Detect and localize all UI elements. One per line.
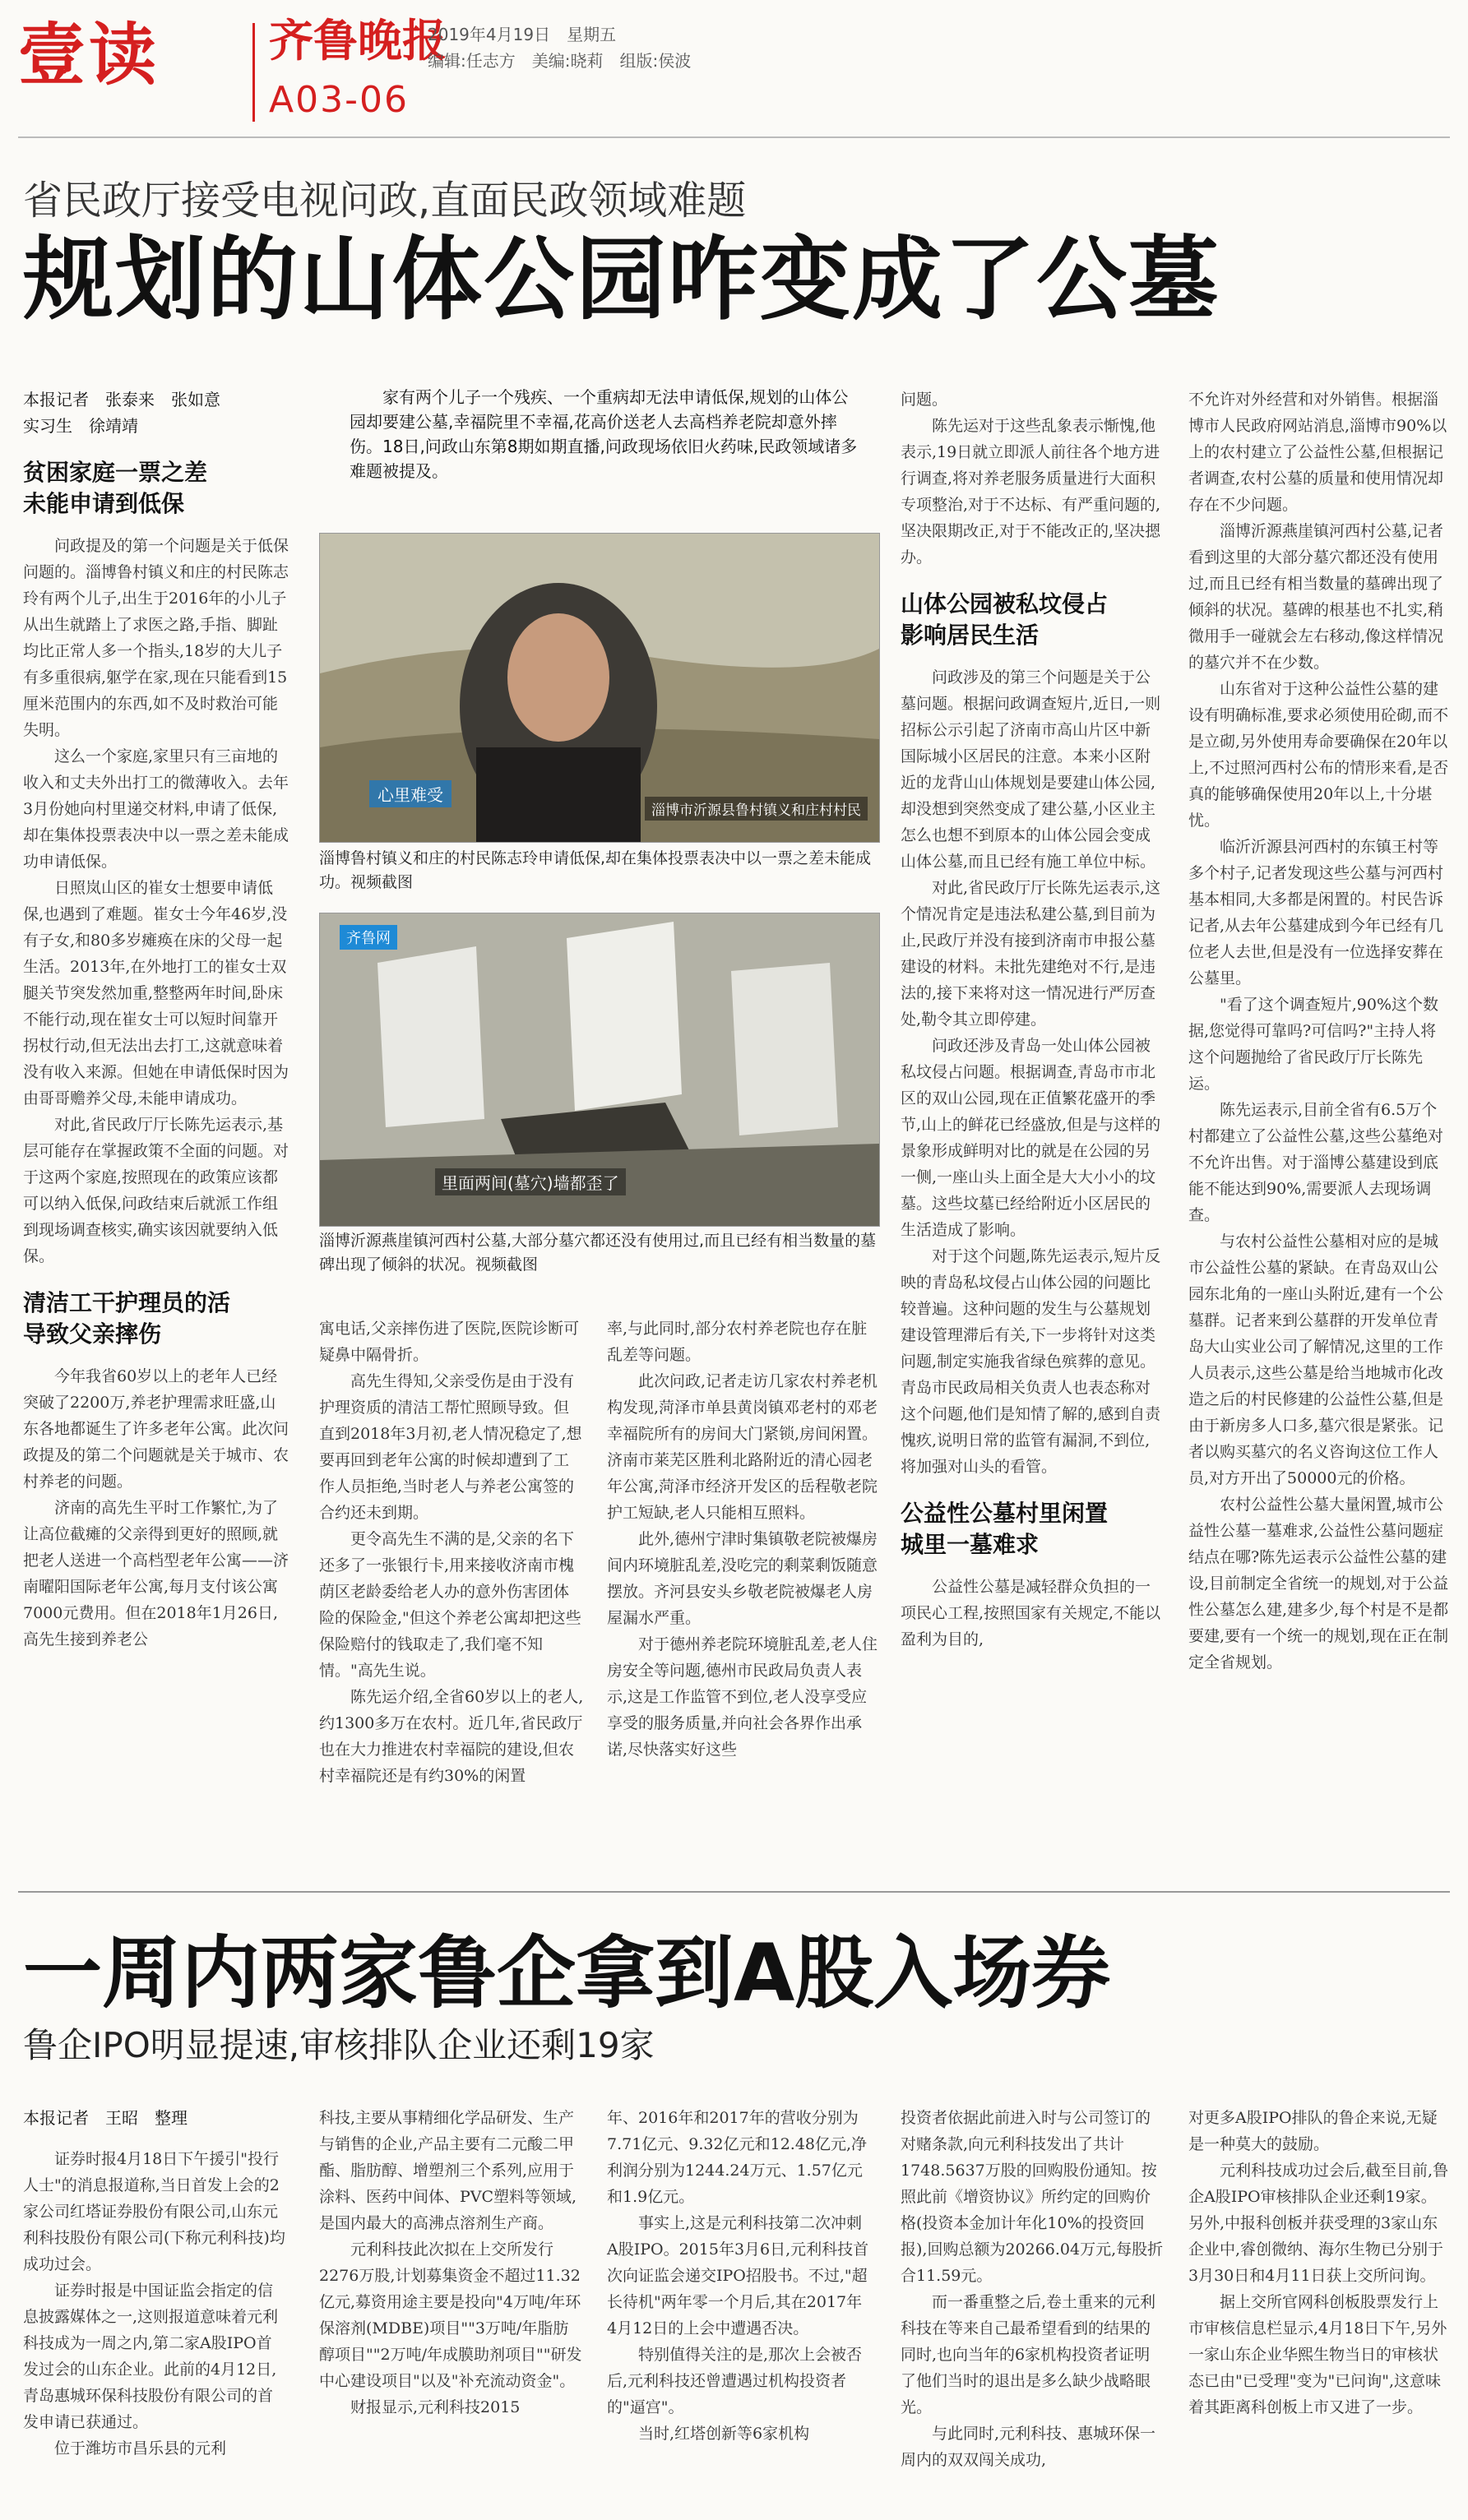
subhead-low-income: 贫困家庭一票之差 未能申请到低保 bbox=[23, 459, 208, 517]
paragraph: 而一番重整之后,卷土重来的元利科技在等来自己最希望看到的结果的同时,也向当年的6家机构投资者证明了他们当时的退出是多么缺少战略眼光。 bbox=[901, 2293, 1156, 2416]
paragraph: 问政还涉及青岛一处山体公园被私坟侵占问题。根据调查,青岛市市北区的双山公园,现在正值繁花盛开的季节,山上的鲜花已经盛放,但是与这样的景象形成鲜明对比的就是在公园的另一侧,一座山头上面全是大大小小的坟墓。这些坟墓已经给附近小区居民的生活造成了影响。 bbox=[901, 1037, 1161, 1239]
paragraph: 元利科技成功过会后,截至目前,鲁企A股IPO审核排队企业还剩19家。另外,中报科创板并获受理的3家山东企业中,睿创微纳、海尔生物已分别于3月30日和4月11日获上交所问询。 bbox=[1188, 2162, 1449, 2285]
paragraph: 临沂沂源县河西村的东镇王村等多个村子,记者发现这些公墓与河西村基本相同,大多都是闲置的。村民告诉记者,从去年公墓建成到今年已经有几位老人去世,但是没有一位选择安葬在公墓里。 bbox=[1188, 838, 1444, 987]
photo-villager-interview bbox=[319, 533, 880, 843]
paragraph: 此外,德州宁津时集镇敬老院被爆房间内环境脏乱差,没吃完的剩菜剩饭随意摆放。齐河县安头乡敬老院被爆老人房屋漏水严重。 bbox=[607, 1530, 878, 1627]
paragraph: 对于德州养老院环境脏乱差,老人住房安全等问题,德州市民政局负责人表示,这是工作监管不到位,老人没享受应享受的服务质量,并向社会各界作出承诺,尽快落实好这些 bbox=[607, 1635, 878, 1759]
paragraph: 问题。 bbox=[901, 391, 948, 409]
paragraph: 高先生得知,父亲受伤是由于没有护理资质的清洁工帮忙照顾导致。但直到2018年3月初,老人情况稳定了,想要再回到老年公寓的时候却遭到了工作人员拒绝,当时老人与养老公寓签的合约还未到期。 bbox=[319, 1372, 582, 1522]
story1-kicker: 省民政厅接受电视问政,直面民政领域难题 bbox=[23, 178, 747, 224]
paragraph: 这么一个家庭,家里只有三亩地的收入和丈夫外出打工的微薄收入。去年3月份她向村里递交材料,申请了低保,却在集体投票表决中以一票之差未能成功申请低保。 bbox=[23, 747, 289, 871]
story1-column-4 bbox=[901, 386, 1164, 1653]
paragraph: 年、2016年和2017年的营收分别为7.71亿元、9.32亿元和12.48亿元,净利润分别为1244.24万元、1.57亿元和1.9亿元。 bbox=[607, 2109, 868, 2206]
story2-byline: 本报记者 王昭 整理 bbox=[23, 2108, 188, 2128]
paragraph: 济南的高先生平时工作繁忙,为了让高位截瘫的父亲得到更好的照顾,就把老人送进一个高档型老年公寓——济南曜阳国际老年公寓,每月支付该公寓7000元费用。但在2018年1月26日,高先生接到养老公 bbox=[23, 1499, 289, 1648]
masthead-rule bbox=[18, 136, 1450, 138]
story2-column-5 bbox=[1188, 2105, 1450, 2421]
story1-headline: 规划的山体公园咋变成了公墓 bbox=[23, 227, 1220, 332]
story1-lead: 家有两个儿子一个残疾、一个重病却无法申请低保,规划的山体公园却要建公墓,幸福院里不幸福,花高价送老人去高档养老院却意外摔伤。18日,问政山东第8期如期直播,问政现场依旧火药味,民政领域诸多难题被提及。 bbox=[350, 387, 858, 481]
masthead bbox=[18, 14, 1450, 121]
story1-column-3 bbox=[607, 1315, 878, 1763]
paragraph: 科技,主要从事精细化学品研发、生产与销售的企业,产品主要有二元酸二甲酯、脂肪醇、增塑剂三个系列,应用于涂料、医药中间体、PVC塑料等领域,是国内最大的高沸点溶剂生产商。 bbox=[319, 2109, 577, 2232]
section-title: 壹读 bbox=[18, 16, 160, 95]
subhead-park-tombs: 山体公园被私坟侵占 影响居民生活 bbox=[901, 590, 1109, 649]
paragraph: 元利科技此次拟在上交所发行2276万股,计划募集资金不超过11.32亿元,募资用途主要是投向"4万吨/年环保溶剂(MDBE)项目""3万吨/年脂肪醇项目""2万吨/年成膜助剂项目""研发中心建设项目"以及"补充流动资金"。 bbox=[319, 2240, 582, 2390]
photo1-caption: 淄博鲁村镇义和庄的村民陈志玲申请低保,却在集体投票表决中以一票之差未能成功。视频截图 bbox=[319, 849, 872, 891]
paragraph: 日照岚山区的崔女士想要申请低保,也遇到了难题。崔女士今年46岁,没有子女,和80多岁瘫痪在床的父母一起生活。2013年,在外地打工的崔女士双腿关节突发然加重,整整两年时间,卧床不能行动,现在崔女士可以短时间靠开拐杖行动,但无法出去打工,这就意味着没有收入来源。但她在申请低保时因为由哥哥赡养父母,未能申请成功。 bbox=[23, 879, 289, 1107]
paragraph: 公益性公墓是减轻群众负担的一项民心工程,按照国家有关规定,不能以盈利为目的, bbox=[901, 1578, 1161, 1648]
paragraph: 证券时报4月18日下午援引"投行人士"的消息报道称,当日首发上会的2家公司红塔证券股份有限公司,山东元利科技股份有限公司(下称元利科技)均成功过会。 bbox=[23, 2150, 285, 2273]
paragraph: 问政提及的第一个问题是关于低保问题的。淄博鲁村镇义和庄的村民陈志玲有两个儿子,出生于2016年的小儿子从出生就踏上了求医之路,手指、脚趾均比正常人多一个指头,18岁的大儿子有多重很病,躯学在家,现在只能看到15厘米范围内的东西,如不及时救治可能失明。 bbox=[23, 537, 289, 739]
photo1-overlay-label: 淄博市沂源县鲁村镇义和庄村村民 bbox=[645, 797, 868, 821]
paragraph: 对此,省民政厅厅长陈先运表示,这个情况肯定是违法私建公墓,到目前为止,民政厅并没有接到济南市申报公墓建设的材料。未批先建绝对不行,是违法的,接下来将对这一情况进行严厉查处,勒令其立即停建。 bbox=[901, 879, 1161, 1029]
story2-column-4 bbox=[901, 2105, 1164, 2473]
subhead-cleaner-caregiver: 清洁工干护理员的活 导致父亲摔伤 bbox=[23, 1289, 231, 1348]
paragraph: 寓电话,父亲摔伤进了医院,医院诊断可疑鼻中隔骨折。 bbox=[319, 1320, 580, 1364]
paragraph: 陈先运表示,目前全省有6.5万个村都建立了公益性公墓,这些公墓绝对不允许出售。对于淄博公墓建设到底能不能达到90%,需要派人去现场调查。 bbox=[1188, 1101, 1444, 1224]
photo-tilted-tombstones bbox=[319, 913, 880, 1227]
paragraph: 不允许对外经营和对外销售。根据淄博市人民政府网站消息,淄博市90%以上的农村建立了公益性公墓,但根据记者调查,农村公墓的质量和使用情况却存在不少问题。 bbox=[1188, 391, 1447, 514]
paragraph: 特别值得关注的是,那次上会被否后,元利科技还曾遭遇过机构投资者的"逼宫"。 bbox=[607, 2346, 863, 2416]
paragraph: 更令高先生不满的是,父亲的名下还多了一张银行卡,用来接收济南市槐荫区老龄委给老人办的意外伤害团体险的保险金,"但这个养老公寓却把这些保险赔付的钱取走了,我们毫不知情。"高先生说。 bbox=[319, 1530, 581, 1680]
story2-headline: 一周内两家鲁企拿到A股入场券 bbox=[23, 1927, 1111, 2019]
paragraph: 对于这个问题,陈先运表示,短片反映的青岛私坟侵占山体公园的问题比较普遍。这种问题的发生与公墓规划建设管理滞后有关,下一步将针对这类问题,制定实施我省绿色殡葬的意见。青岛市民政局相关负责人也表态称对这个问题,他们是知情了解的,感到自责愧疚,说明日常的监管有漏洞,不到位,将加强对山头的看管。 bbox=[901, 1247, 1161, 1476]
paragraph: 陈先运介绍,全省60岁以上的老人,约1300多万在农村。近几年,省民政厅也在大力推进农村幸福院的建设,但农村幸福院还是有约30%的闲置 bbox=[319, 1688, 584, 1785]
photo2-caption: 淄博沂源燕崖镇河西村公墓,大部分墓穴都还没有使用过,而且已经有相当数量的墓碑出现了倾斜的状况。视频截图 bbox=[319, 1232, 877, 1274]
story1-byline: 本报记者 张泰来 张如意 实习生 徐靖靖 bbox=[23, 390, 220, 436]
paragraph: 陈先运对于这些乱象表示惭愧,他表示,19日就立即派人前往各个地方进行调查,将对养老服务质量进行大面积专项整治,对于不达标、有严重问题的,坚决限期改正,对于不能改正的,坚决摁办。 bbox=[901, 417, 1161, 566]
paragraph: 淄博沂源燕崖镇河西村公墓,记者看到这里的大部分墓穴都还没有使用过,而且已经有相当数量的墓碑出现了倾斜的状况。墓碑的根基也不扎实,稍微用手一碰就会左右移动,像这样情况的墓穴并不在少数。 bbox=[1188, 522, 1444, 672]
story2-column-2 bbox=[319, 2105, 582, 2421]
paragraph: 当时,红塔创新等6家机构 bbox=[638, 2425, 810, 2443]
photo2-channel-logo: 齐鲁网 bbox=[340, 925, 397, 950]
story2-kicker: 鲁企IPO明显提速,审核排队企业还剩19家 bbox=[23, 2025, 655, 2065]
story-divider bbox=[18, 1891, 1450, 1893]
paragraph: 此次问政,记者走访几家农村养老机构发现,菏泽市单县黄岗镇邓老村的邓老幸福院所有的房间大门紧锁,房间闲置。济南市莱芜区胜利北路附近的清心园老年公寓,菏泽市经济开发区的岳程敬老院护工短缺,老人只能相互照料。 bbox=[607, 1372, 878, 1522]
paragraph: 今年我省60岁以上的老年人已经突破了2200万,养老护理需求旺盛,山东各地都诞生了许多老年公寓。此次问政提及的第二个问题就是关于城市、农村养老的问题。 bbox=[23, 1367, 289, 1491]
story2-column-1 bbox=[23, 2105, 286, 2462]
paragraph: 农村公益性公墓大量闲置,城市公益性公墓一墓难求,公益性公墓问题症结点在哪?陈先运表示公益性公墓的建设,目前制定全省统一的规划,对于公益性公墓怎么建,建多少,每个村是不是都要建,要有一个统一的规划,现在正在制定全省规划。 bbox=[1188, 1496, 1449, 1672]
paragraph: 山东省对于这种公益性公墓的建设有明确标准,要求必须使用砼砌,而不是立砌,另外使用寿命要确保在20年以上,不过照河西村公布的情形来看,是否真的能够确保使用20年以上,十分堪忧。 bbox=[1188, 680, 1449, 830]
paragraph: 与此同时,元利科技、惠城环保一周内的双双闯关成功, bbox=[901, 2425, 1156, 2469]
paragraph: 率,与此同时,部分农村养老院也存在脏乱差等问题。 bbox=[607, 1320, 868, 1364]
paragraph: 投资者依据此前进入时与公司签订的对赌条款,向元利科技发出了共计1748.5637万股的回购股份通知。按照此前《增资协议》所约定的回购价格(投资本金加计年化10%的投资回报),回购总额为20266.04万元,每股折合11.59元。 bbox=[901, 2109, 1164, 2285]
story1-column-2 bbox=[319, 1315, 584, 1789]
paragraph: 证券时报是中国证监会指定的信息披露媒体之一,这则报道意味着元利科技成为一周之内,第二家A股IPO首发过会的山东企业。此前的4月12日,青岛惠城环保科技股份有限公司的首发申请已获通过。 bbox=[23, 2282, 279, 2431]
newspaper-logo: 齐鲁晚报 bbox=[269, 14, 447, 67]
masthead-divider bbox=[252, 23, 255, 122]
story1-column-5 bbox=[1188, 386, 1450, 1676]
paragraph: 对更多A股IPO排队的鲁企来说,无疑是一种莫大的鼓励。 bbox=[1188, 2109, 1438, 2153]
story1-column-1 bbox=[23, 386, 290, 1653]
story2-column-3 bbox=[607, 2105, 870, 2447]
paragraph: 位于潍坊市昌乐县的元利 bbox=[54, 2439, 227, 2458]
paragraph: 与农村公益性公墓相对应的是城市公益性公墓的紧缺。在青岛双山公园东北角的一座山头附近,建有一个公墓群。记者来到公墓群的开发单位青岛大山实业公司了解情况,这里的工作人员表示,这些公墓是给当地城市化改造之后的村民修建的公益性公墓,但是由于新房多人口多,墓穴很是紧张。记者以购买墓穴的名义咨询这位工作人员,对方开出了50000元的价格。 bbox=[1188, 1232, 1444, 1487]
paragraph: 财报显示,元利科技2015 bbox=[350, 2398, 521, 2416]
paragraph: 事实上,这是元利科技第二次冲刺A股IPO。2015年3月6日,元利科技首次向证监会递交IPO招股书。不过,"超长待机"两年零一个月后,其在2017年4月12日的上会中遭遇否决。 bbox=[607, 2214, 869, 2337]
paragraph: 对此,省民政厅厅长陈先运表示,基层可能存在掌握政策不全面的问题。对于这两个家庭,按照现在的政策应该都可以纳入低保,问政结束后就派工作组到现场调查核实,确实该因就要纳入低保。 bbox=[23, 1116, 289, 1265]
photo1-badge: 心里难受 bbox=[369, 780, 452, 807]
photo2-overlay-label: 里面两间(墓穴)墙都歪了 bbox=[435, 1168, 626, 1195]
paragraph: 问政涉及的第三个问题是关于公墓问题。根据问政调查短片,近日,一则招标公示引起了济南市高山片区中新国际城小区居民的注意。本来小区附近的龙背山山体规划是要建山体公园,却没想到突然变成了建公墓,小区业主怎么也想不到原本的山体公园会变成山体公墓,而且已经有施工单位中标。 bbox=[901, 668, 1161, 871]
editor-credits: 编辑:任志方 美编:晓莉 组版:侯波 bbox=[428, 51, 692, 71]
page-code: A03-06 bbox=[269, 79, 409, 121]
paragraph: "看了这个调查短片,90%这个数据,您觉得可靠吗?可信吗?"主持人将这个问题抛给了省民政厅厅长陈先运。 bbox=[1188, 996, 1439, 1093]
issue-date: 2019年4月19日 星期五 bbox=[428, 25, 617, 44]
subhead-public-cemetery: 公益性公墓村里闲置 城里一墓难求 bbox=[901, 1500, 1109, 1558]
paragraph: 据上交所官网科创板股票发行上市审核信息栏显示,4月18日下午,另外一家山东企业华熙生物当日的审核状态已由"已受理"变为"已问询",这意味着其距离科创板上市又进了一步。 bbox=[1188, 2293, 1447, 2416]
